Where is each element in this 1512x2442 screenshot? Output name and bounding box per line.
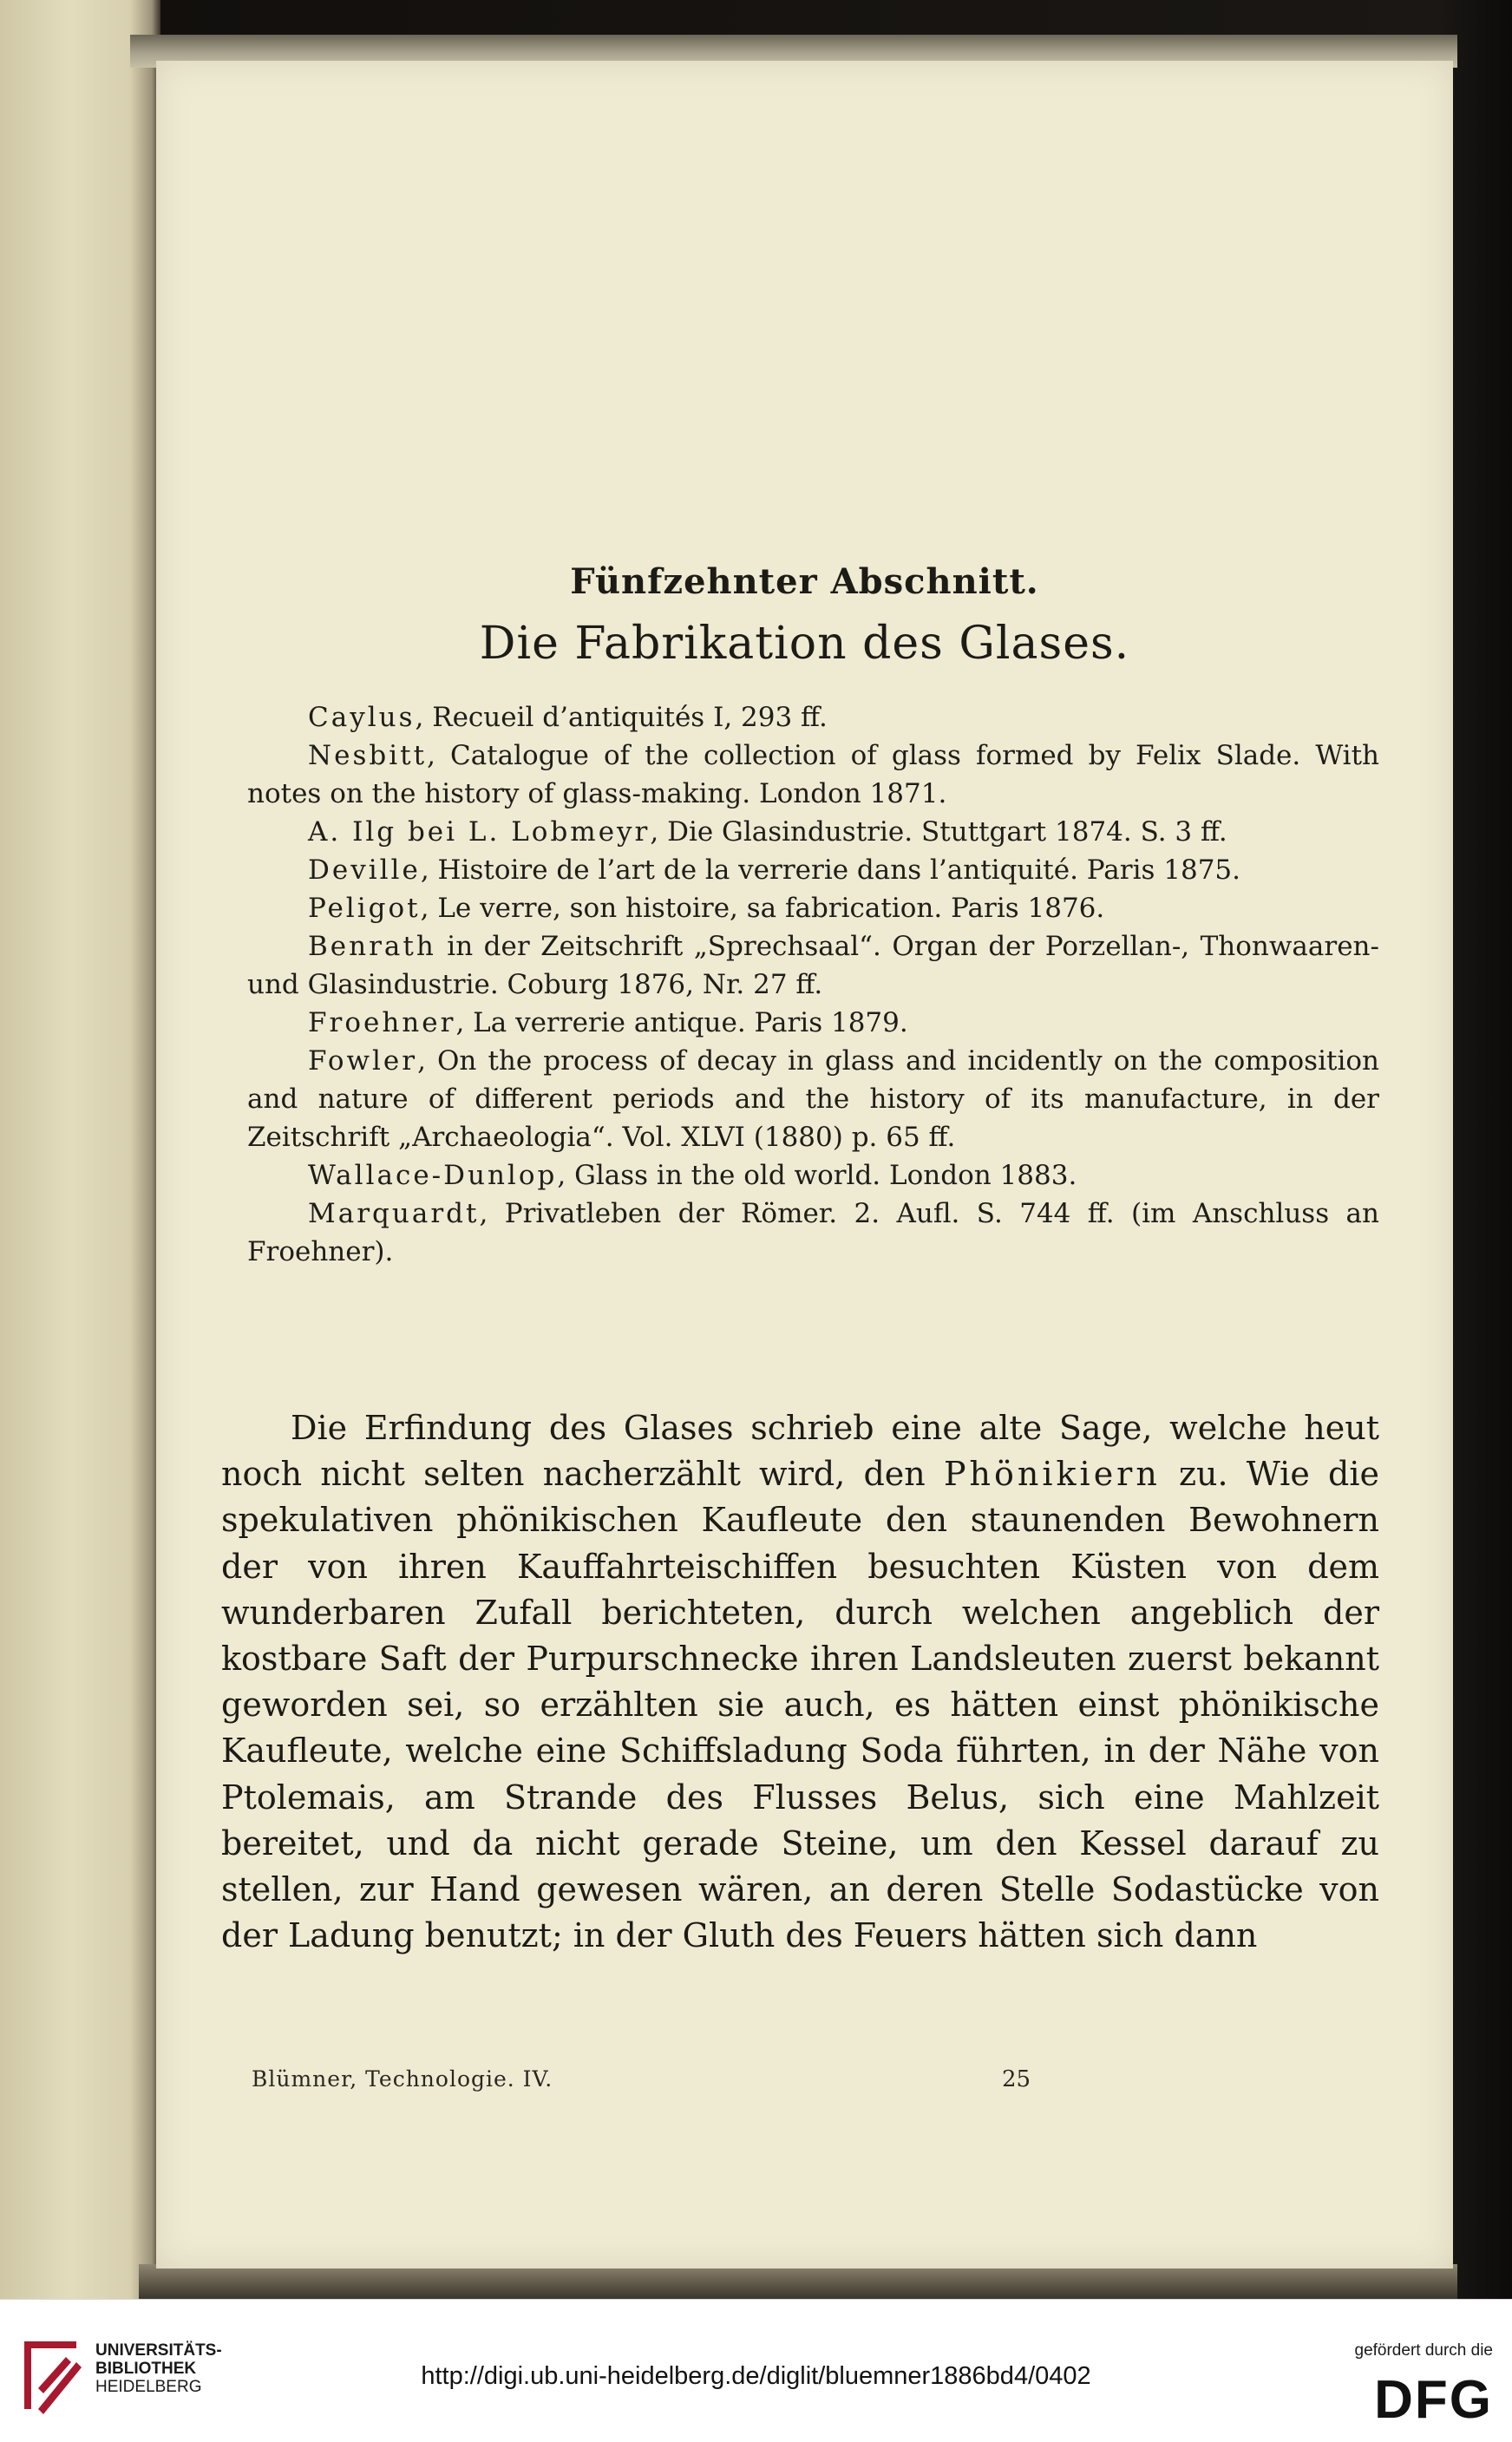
bibliography-author: Marquardt — [308, 1198, 480, 1229]
bibliography-author: Benrath — [308, 931, 436, 962]
bibliography-entry — [247, 813, 1379, 851]
funding-caption: gefördert durch die — [1354, 2341, 1493, 2360]
bibliography-author: Fowler — [308, 1045, 418, 1077]
bibliography-entry — [247, 1195, 1379, 1271]
bibliography-entry — [247, 737, 1379, 813]
library-line-3: HEIDELBERG — [95, 2378, 202, 2396]
body-text-spaced: Phönikiern — [943, 1455, 1161, 1494]
bibliography-text: , Glass in the old world. London 1883. — [557, 1160, 1077, 1191]
bibliography-text: , Catalogue of the collection of glass formed by Felix Slade. With notes on the history of glass-making. London 1871. — [247, 740, 1379, 809]
left-page-edge — [0, 0, 160, 2299]
bibliography — [247, 698, 1379, 1271]
bibliography-author: Caylus — [308, 702, 416, 733]
bibliography-author: Wallace-Dunlop — [308, 1160, 558, 1191]
bibliography-text: , Privatleben der Römer. 2. Aufl. S. 744 ff. (im Anschluss an Froehner). — [247, 1198, 1379, 1267]
bibliography-author: Peligot — [308, 893, 421, 924]
chapter-title: Die Fabrikation des Glases. — [479, 618, 1130, 670]
footer-page-number: 25 — [1002, 2066, 1031, 2092]
body-text-part: Die Erfindung des Glases schrieb eine alte Sage, welche heut noch nicht selten nacherzählt wird, den — [221, 1409, 1379, 1494]
bibliography-author: Deville — [308, 854, 421, 886]
bibliography-author: Nesbitt — [308, 740, 428, 771]
footer-signature: Blümner, Technologie. IV. — [252, 2066, 553, 2092]
library-line-1: UNIVERSITÄTS- — [95, 2341, 222, 2360]
body-text — [221, 1405, 1379, 1959]
bibliography-entry — [247, 1042, 1379, 1156]
bibliography-entry — [247, 927, 1379, 1004]
body-text-part: zu. Wie die spekulativen phönikischen Kaufleute den staunenden Bewohnern der von ihren Kauffahrteischiffen besuchten Küsten von dem wunderbaren Zufall berichteten, durch welchen angeblich der kostbare Saft der Purpurschnecke ihren Landsleuten zuerst bekannt geworden sei, so erzählten sie auch, es hätten einst phönikische Kaufleute, welche eine Schiffsladung Soda führten, in der Nähe von Ptolemais, am Strande des Flusses Belus, sich eine Mahlzeit bereitet, und da nicht gerade Steine, um den Kessel darauf zu stellen, zur Hand gewesen wären, an deren Stelle Sodastücke von der Ladung benutzt; in der Gluth des Feuers hätten sich dann — [221, 1455, 1379, 1955]
bibliography-text: , Recueil d’antiquités I, 293 ff. — [415, 702, 828, 733]
bibliography-text: , Die Glasindustrie. Stuttgart 1874. S. 3 ff. — [650, 816, 1227, 848]
bibliography-text: , Le verre, son histoire, sa fabrication. Paris 1876. — [420, 893, 1105, 924]
viewer-footer-bar — [0, 2299, 1512, 2442]
section-heading: Fünfzehnter Abschnitt. — [570, 561, 1039, 602]
page-bottom-edge — [139, 2264, 1457, 2299]
bibliography-text: in der Zeitschrift „Sprechsaal“. Organ der Porzellan-, Thonwaaren- und Glasindustrie. Coburg 1876, Nr. 27 ff. — [247, 931, 1379, 1000]
permalink-url[interactable]: http://digi.ub.uni-heidelberg.de/diglit/bluemner1886bd4/0402 — [421, 2362, 1091, 2390]
bibliography-entry — [247, 1004, 1379, 1042]
body-paragraph — [221, 1405, 1379, 1959]
dfg-logo: DFG — [1374, 2370, 1493, 2430]
bibliography-author: Froehner — [308, 1007, 456, 1038]
bibliography-entry — [247, 851, 1379, 889]
bibliography-text: , Histoire de l’art de la verrerie dans l’antiquité. Paris 1875. — [420, 854, 1240, 886]
bibliography-entry — [247, 889, 1379, 927]
library-line-2: BIBLIOTHEK — [95, 2360, 197, 2378]
bibliography-entry — [247, 698, 1379, 737]
book-page — [156, 61, 1453, 2269]
bibliography-text: , On the process of decay in glass and incidently on the composition and nature of different periods and the history of its manufacture, in der Zeitschrift „Archaeologia“. Vol. XLVI (1880) p. 65 ff. — [247, 1045, 1379, 1153]
bibliography-entry — [247, 1156, 1379, 1195]
bibliography-author: A. Ilg bei L. Lobmeyr — [308, 816, 651, 848]
bibliography-text: , La verrerie antique. Paris 1879. — [455, 1007, 908, 1038]
